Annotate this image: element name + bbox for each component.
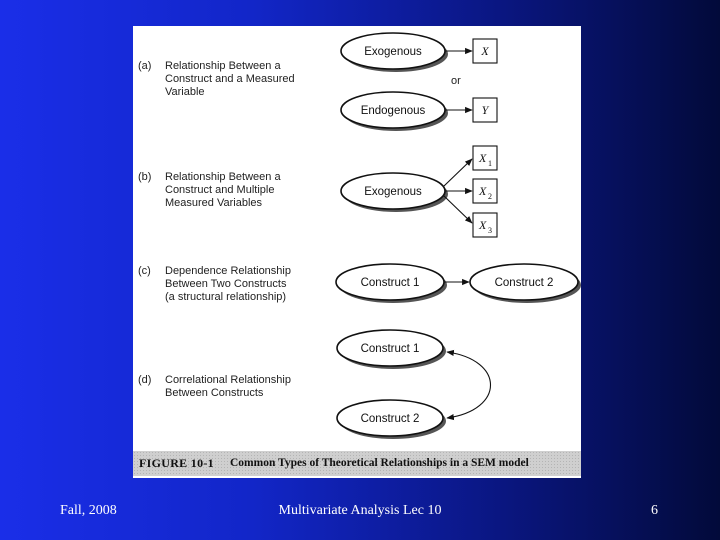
edge-d-correlation-curve: [447, 352, 491, 418]
slide-number: 6: [651, 503, 658, 518]
panel-b-line-2: Construct and Multiple: [165, 184, 275, 196]
node-b-exogenous-label: Exogenous: [364, 186, 422, 198]
node-a-endogenous: [341, 92, 448, 131]
panel-c-line-2: Between Two Constructs: [165, 278, 287, 290]
panel-a-line-1: Relationship Between a: [165, 60, 281, 72]
panel-c-line-3: (a structural relationship): [165, 291, 287, 303]
footer-date: Fall, 2008: [60, 503, 117, 518]
panel-b-line-3: Measured Variables: [165, 197, 263, 209]
or-text: or: [451, 75, 461, 87]
node-c-construct-2: [470, 264, 581, 303]
node-a-y: [473, 98, 497, 122]
node-c-construct-2-label: Construct 2: [494, 277, 554, 289]
node-d-construct-2-label: Construct 2: [360, 413, 420, 425]
panel-a-letter: (a): [138, 60, 152, 72]
node-b-x1-label: X: [479, 151, 487, 165]
node-b-x2-label: X: [479, 184, 487, 198]
node-d-construct-1: [337, 330, 446, 369]
panel-c-letter: (c): [138, 265, 151, 277]
node-a-endogenous-label: Endogenous: [360, 105, 426, 117]
panel-b-line-1: Relationship Between a: [165, 171, 281, 183]
panel-a-line-2: Construct and a Measured: [165, 73, 295, 85]
panel-d-line-2: Between Constructs: [165, 387, 264, 399]
edge-b-exogenous-to-x1: [444, 159, 472, 186]
node-b-x1: [473, 146, 497, 170]
node-a-exogenous-label: Exogenous: [364, 46, 422, 58]
panel-a-line-3: Variable: [165, 86, 205, 98]
panel-c-line-1: Dependence Relationship: [165, 265, 291, 277]
node-d-construct-1-label: Construct 1: [360, 343, 420, 355]
node-c-construct-1: [336, 264, 447, 303]
node-b-x3-label: X: [479, 218, 487, 232]
panel-d-line-1: Correlational Relationship: [165, 374, 291, 386]
node-b-x3-subscript: 3: [488, 226, 492, 235]
node-b-x3: [473, 213, 497, 237]
panel-d-letter: (d): [138, 374, 152, 386]
edge-b-exogenous-to-x3: [444, 196, 472, 223]
footer-course-title: Multivariate Analysis Lec 10: [278, 503, 442, 518]
node-a-x-label: X: [481, 44, 489, 58]
node-b-x2-subscript: 2: [488, 192, 492, 201]
node-a-y-label: Y: [481, 103, 489, 117]
panel-b-letter: (b): [138, 171, 152, 183]
figure-number: FIGURE 10-1: [139, 456, 214, 470]
node-a-x: [473, 39, 497, 63]
node-c-construct-1-label: Construct 1: [360, 277, 420, 289]
figure-panel: [133, 26, 581, 478]
node-b-x1-subscript: 1: [488, 159, 492, 168]
figure-caption: Common Types of Theoretical Relationships in a SEM model: [230, 457, 529, 469]
node-b-x2: [473, 179, 497, 203]
node-a-exogenous: [341, 33, 448, 72]
sem-diagram: [133, 26, 581, 478]
node-d-construct-2: [337, 400, 446, 439]
node-b-exogenous: [341, 173, 448, 212]
